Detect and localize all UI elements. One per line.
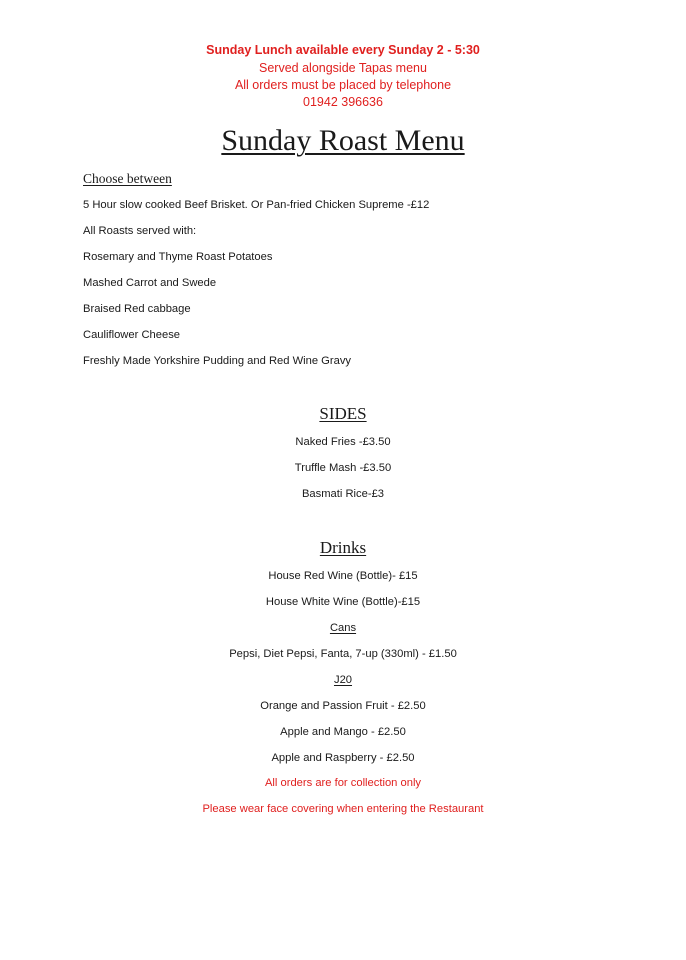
served-with-label: All Roasts served with: xyxy=(83,225,197,237)
availability-notice: Sunday Lunch available every Sunday 2 - 5:30 xyxy=(206,43,480,57)
tapas-notice: Served alongside Tapas menu xyxy=(259,61,427,75)
side-item: Truffle Mash -£3.50 xyxy=(294,462,392,474)
sides-heading: SIDES xyxy=(319,404,367,423)
accompaniment-item: Freshly Made Yorkshire Pudding and Red Wine Gravy xyxy=(83,355,352,367)
accompaniment-item: Rosemary and Thyme Roast Potatoes xyxy=(83,251,273,263)
wine-item: House Red Wine (Bottle)- £15 xyxy=(268,570,418,582)
mains-heading: Choose between xyxy=(83,171,172,186)
side-item: Basmati Rice-£3 xyxy=(301,488,385,500)
page-title: Sunday Roast Menu xyxy=(221,124,465,157)
wine-item: House White Wine (Bottle)-£15 xyxy=(265,596,421,608)
mains-choice: 5 Hour slow cooked Beef Brisket. Or Pan-fried Chicken Supreme -£12 xyxy=(83,199,430,211)
j20-item: Orange and Passion Fruit - £2.50 xyxy=(260,700,426,712)
accompaniment-item: Mashed Carrot and Swede xyxy=(83,277,217,289)
collection-notice: All orders are for collection only xyxy=(264,777,422,789)
accompaniment-item: Cauliflower Cheese xyxy=(83,329,181,341)
j20-heading: J20 xyxy=(333,674,353,686)
j20-item: Apple and Raspberry - £2.50 xyxy=(271,752,415,764)
j20-item: Apple and Mango - £2.50 xyxy=(280,726,406,738)
side-item: Naked Fries -£3.50 xyxy=(295,436,391,448)
cans-heading: Cans xyxy=(329,622,357,634)
cans-item: Pepsi, Diet Pepsi, Fanta, 7-up (330ml) - £1.50 xyxy=(229,648,457,660)
phone-number[interactable]: 01942 396636 xyxy=(303,95,383,109)
face-covering-notice: Please wear face covering when entering the Restaurant xyxy=(202,803,484,815)
telephone-notice: All orders must be placed by telephone xyxy=(234,78,452,92)
accompaniment-item: Braised Red cabbage xyxy=(83,303,191,315)
drinks-heading: Drinks xyxy=(319,538,367,557)
